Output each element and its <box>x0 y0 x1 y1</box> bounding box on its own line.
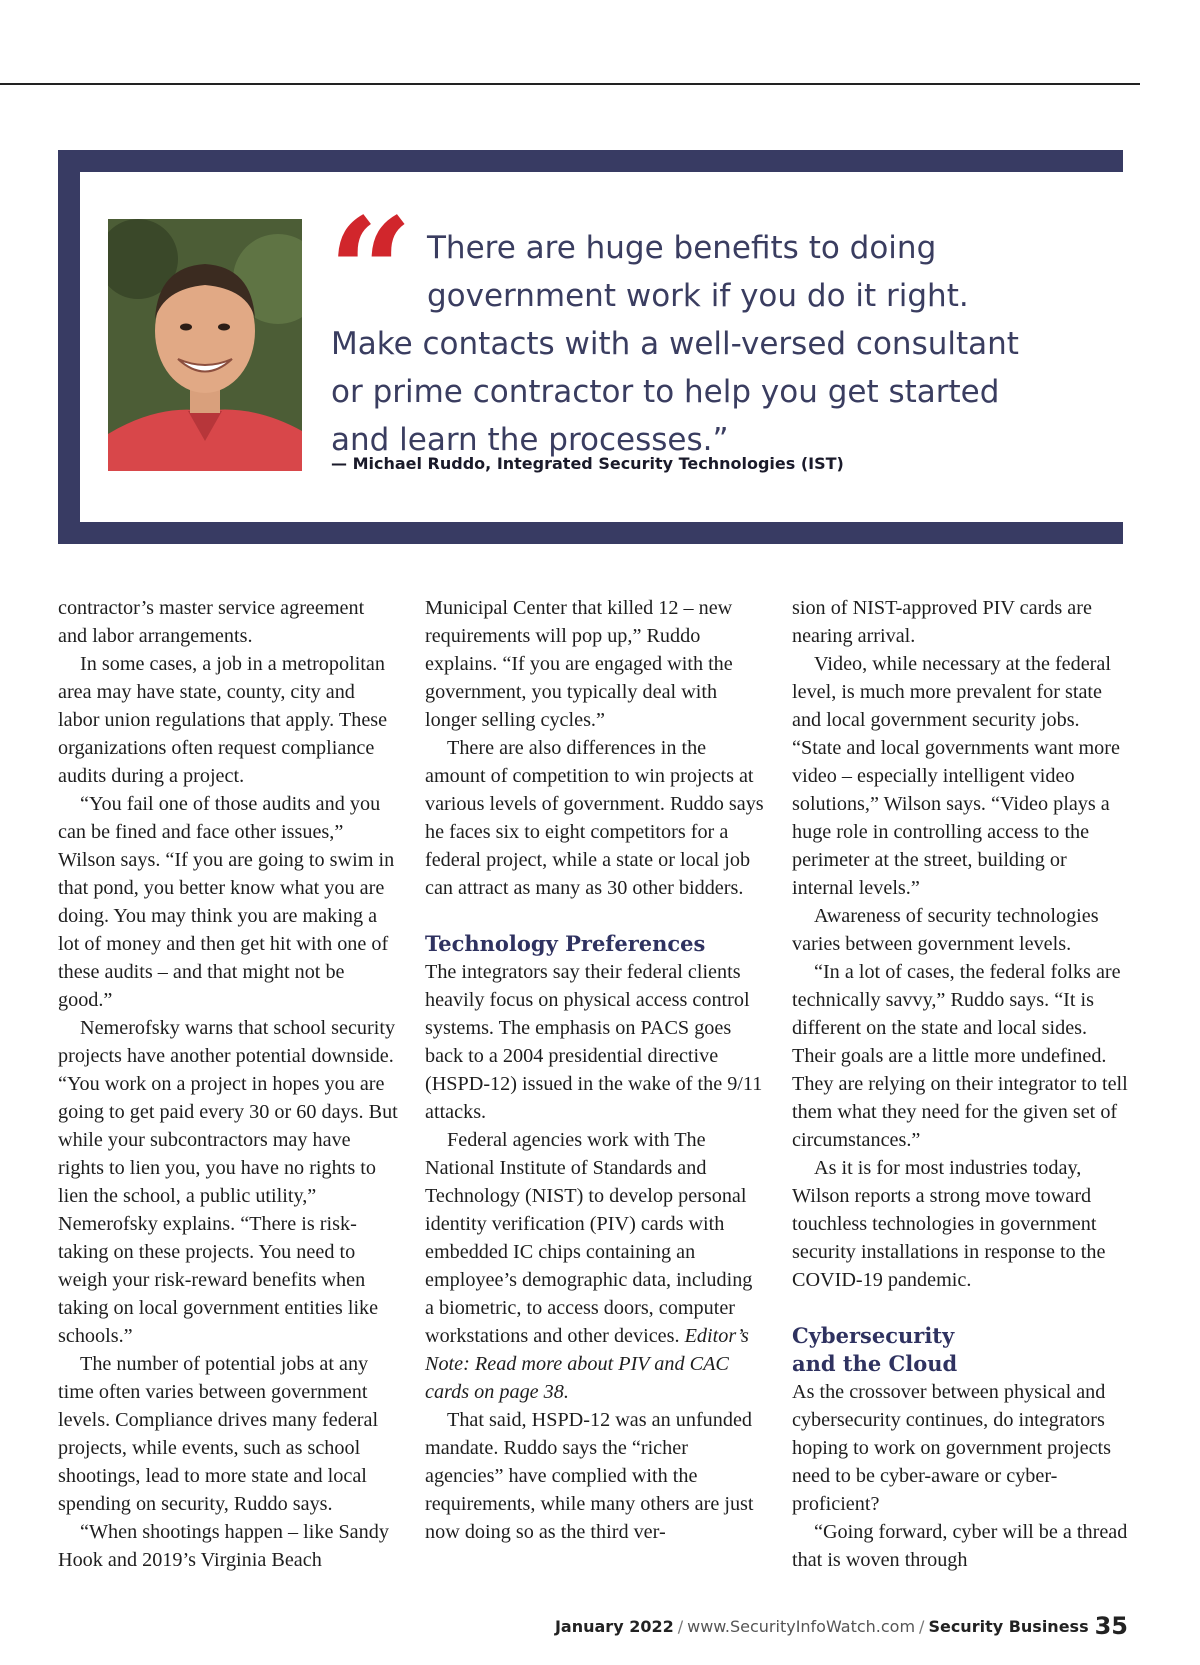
paragraph <box>425 1126 765 1406</box>
editor-note: Editor’s Note: Read more about PIV and CAC cards on page 38. <box>425 1325 749 1403</box>
footer-magazine: Security Business <box>928 1617 1089 1636</box>
paragraph: Nemerofsky warns that school security projects have another potential downside. “You work on a project in hopes you are going to get paid every 30 or 60 days. But while your subcontractors may have rights to lien you, you have no rights to lien the school, a public utility,” Nemerofsky explains. “There is risk-taking on these projects. You need to weigh your risk-reward benefits when taking on local government entities like schools.” <box>58 1017 398 1347</box>
heading-line: and the Cloud <box>792 1351 958 1376</box>
paragraph: “Going forward, cyber will be a thread that is woven through <box>792 1521 1128 1571</box>
article-column-3 <box>792 594 1132 1574</box>
paragraph: Municipal Center that killed 12 – new requirements will pop up,” Ruddo explains. “If you are engaged with the government, you typically deal with longer selling cycles.” <box>425 597 733 731</box>
pull-quote-inner <box>80 172 1123 522</box>
pull-quote-attribution: — Michael Ruddo, Integrated Security Technologies (IST) <box>331 454 844 473</box>
paragraph: “You fail one of those audits and you can be fined and face other issues,” Wilson says. “If you are going to swim in that pond, you better know what you are doing. You may think you are making a lot of money and then get hit with one of these audits – and that might not be good.” <box>58 793 395 1011</box>
paragraph: As it is for most industries today, Wilson reports a strong move toward touchless technologies in government security installations in response to the COVID-19 pandemic. <box>792 1157 1106 1291</box>
footer-url[interactable]: www.SecurityInfoWatch.com <box>687 1617 916 1636</box>
pull-quote-rest: Make contacts with a well-versed consultant or prime contractor to help you get started and learn the processes.” <box>331 326 1019 458</box>
footer-date: January 2022 <box>554 1617 674 1636</box>
paragraph: As the crossover between physical and cybersecurity continues, do integrators hoping to work on government projects need to be cyber-aware or cyber-proficient? <box>792 1381 1112 1515</box>
section-heading-technology-preferences: Technology Preferences <box>425 931 706 956</box>
paragraph: Video, while necessary at the federal level, is much more prevalent for state and local government security jobs. “State and local governments want more video – especially intelligent video solutions,” Wilson says. “Video plays a huge role in controlling access to the perimeter at the street, building or internal levels.” <box>792 653 1120 899</box>
paragraph: “When shootings happen – like Sandy Hook and 2019’s Virginia Beach <box>58 1521 389 1571</box>
pull-quote-box <box>58 150 1123 544</box>
paragraph: That said, HSPD-12 was an unfunded mandate. Ruddo says the “richer agencies” have complied with the requirements, while many others are just now doing so as the third ver- <box>425 1409 754 1543</box>
paragraph: Awareness of security technologies varies between government levels. <box>792 905 1099 955</box>
section-gap <box>425 902 765 930</box>
pull-quote-text <box>331 224 1051 464</box>
quote-mark-icon: “ <box>328 185 414 359</box>
footer-separator: / <box>677 1617 684 1636</box>
section-gap <box>792 1294 1132 1322</box>
page-footer <box>555 1612 1128 1640</box>
footer-separator: / <box>919 1617 925 1636</box>
paragraph-text: Federal agencies work with The National Institute of Standards and Technology (NIST) to develop personal identity verification (PIV) cards with embedded IC chips containing an employee’s demographic data, including a biometric, to access doors, computer workstations and other devices. <box>425 1129 753 1347</box>
article-column-1 <box>58 594 398 1574</box>
paragraph: sion of NIST-approved PIV cards are nearing arrival. <box>792 597 1092 647</box>
pull-quote-first-lines: There are huge benefits to doing government work if you do it right. <box>427 230 969 314</box>
paragraph: There are also differences in the amount of competition to win projects at various levels of government. Ruddo says he faces six to eight competitors for a federal project, while a state or local job can attract as many as 30 other bidders. <box>425 737 764 899</box>
paragraph: The integrators say their federal clients heavily focus on physical access control systems. The emphasis on PACS goes back to a 2004 presidential directive (HSPD-12) issued in the wake of the 9/11 attacks. <box>425 961 763 1123</box>
section-heading-cybersecurity <box>792 1322 1132 1378</box>
paragraph: “In a lot of cases, the federal folks are technically savvy,” Ruddo says. “It is different on the state and local sides. Their goals are a little more undefined. They are relying on their integrator to tell them what they need for the given set of circumstances.” <box>792 961 1128 1151</box>
paragraph: The number of potential jobs at any time often varies between government levels. Compliance drives many federal projects, while events, such as school shootings, lead to more state and local spending on security, Ruddo says. <box>58 1353 379 1515</box>
heading-line: Cybersecurity <box>792 1323 955 1348</box>
author-photo <box>108 219 302 471</box>
article-column-2 <box>425 594 765 1546</box>
top-rule <box>0 83 1140 85</box>
paragraph: In some cases, a job in a metropolitan area may have state, county, city and labor union regulations that apply. These organizations often request compliance audits during a project. <box>58 653 388 787</box>
paragraph: contractor’s master service agreement and labor arrangements. <box>58 597 365 647</box>
page-number: 35 <box>1094 1612 1128 1640</box>
author-portrait-illustration <box>108 219 302 471</box>
